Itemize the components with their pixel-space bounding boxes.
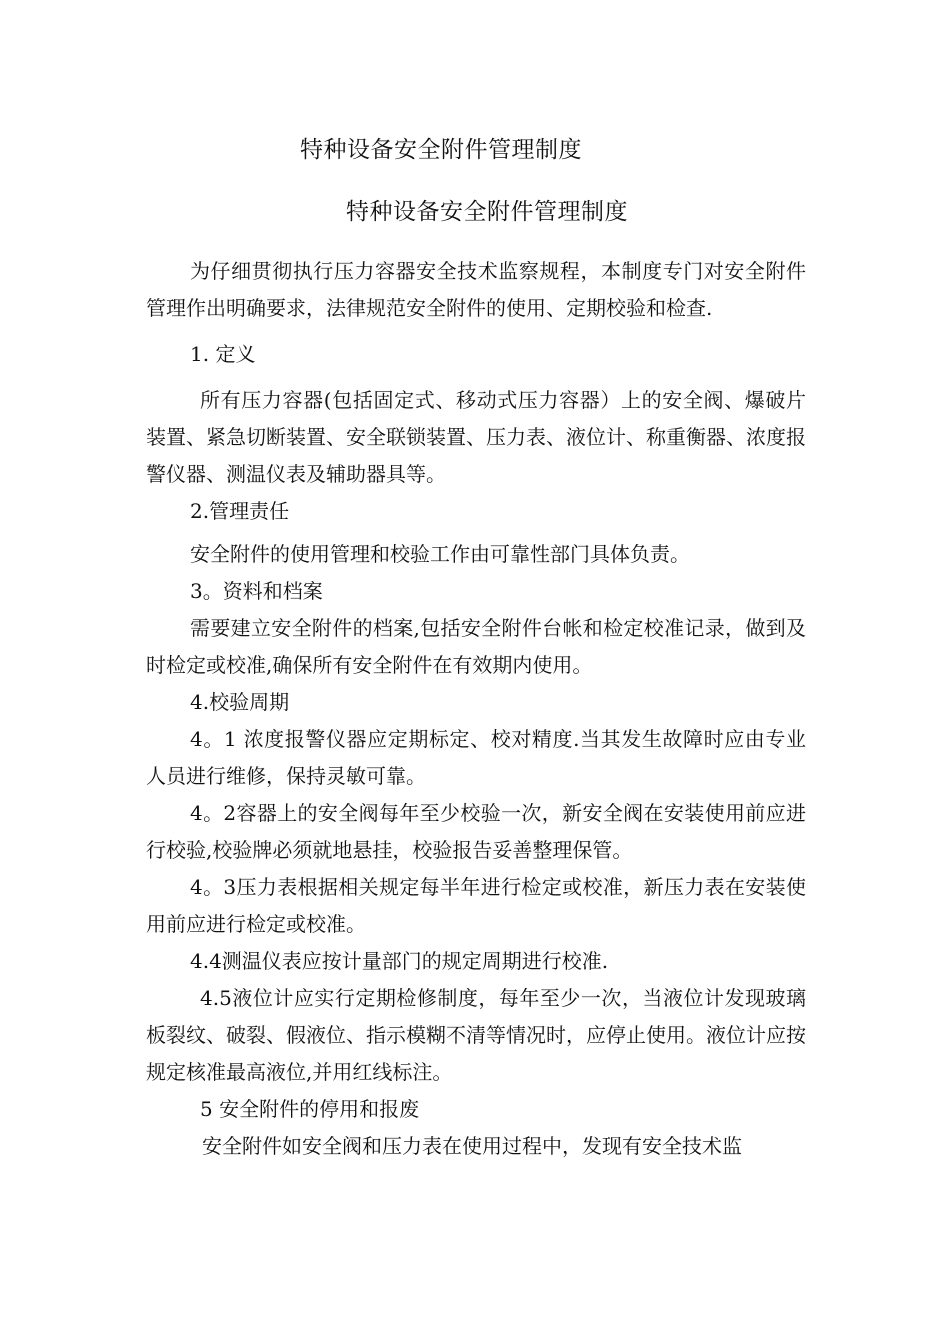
section-3-paragraph: 需要建立安全附件的档案,包括安全附件台帐和检定校准记录，做到及时检定或校准,确保所有安全附件在有效期内使用。 [146, 616, 806, 677]
document-body [146, 253, 806, 1165]
section-5-heading: 5 安全附件的停用和报废 [200, 1097, 420, 1121]
section-1-paragraph: 所有压力容器(包括固定式、移动式压力容器）上的安全阀、爆破片装置、紧急切断装置、安全联锁装置、压力表、液位计、称重衡器、浓度报警仪器、测温仪表及辅助器具等。 [146, 388, 806, 486]
section-2-heading: 2.管理责任 [190, 499, 290, 523]
section-4-heading: 4.校验周期 [190, 690, 290, 714]
section-4-item-2: 4。2容器上的安全阀每年至少校验一次，新安全阀在安装使用前应进行校验,校验牌必须就地悬挂，校验报告妥善整理保管。 [146, 801, 806, 862]
section-4-item-3: 4。3压力表根据相关规定每半年进行检定或校准，新压力表在安装使用前应进行检定或校准。 [146, 875, 806, 936]
section-4-item-4: 4.4测温仪表应按计量部门的规定周期进行校准. [190, 949, 609, 973]
document-subtitle: 特种设备安全附件管理制度 [346, 199, 628, 225]
section-5-paragraph: 安全附件如安全阀和压力表在使用过程中，发现有安全技术监 [202, 1134, 742, 1158]
section-4-item-5: 4.5液位计应实行定期检修制度，每年至少一次，当液位计发现玻璃板裂纹、破裂、假液位、指示模糊不清等情况时，应停止使用。液位计应按规定核准最高液位,并用红线标注。 [146, 986, 806, 1084]
section-1-heading: 1. 定义 [190, 342, 256, 366]
intro-paragraph: 为仔细贯彻执行压力容器安全技术监察规程，本制度专门对安全附件管理作出明确要求，法律规范安全附件的使用、定期校验和检查. [146, 259, 806, 320]
section-2-paragraph: 安全附件的使用管理和校验工作由可靠性部门具体负责。 [190, 542, 690, 566]
section-4-item-1: 4。1 浓度报警仪器应定期标定、校对精度.当其发生故障时应由专业人员进行维修，保持灵敏可靠。 [146, 727, 806, 788]
section-3-heading: 3。资料和档案 [190, 579, 323, 603]
document-title: 特种设备安全附件管理制度 [300, 137, 582, 163]
